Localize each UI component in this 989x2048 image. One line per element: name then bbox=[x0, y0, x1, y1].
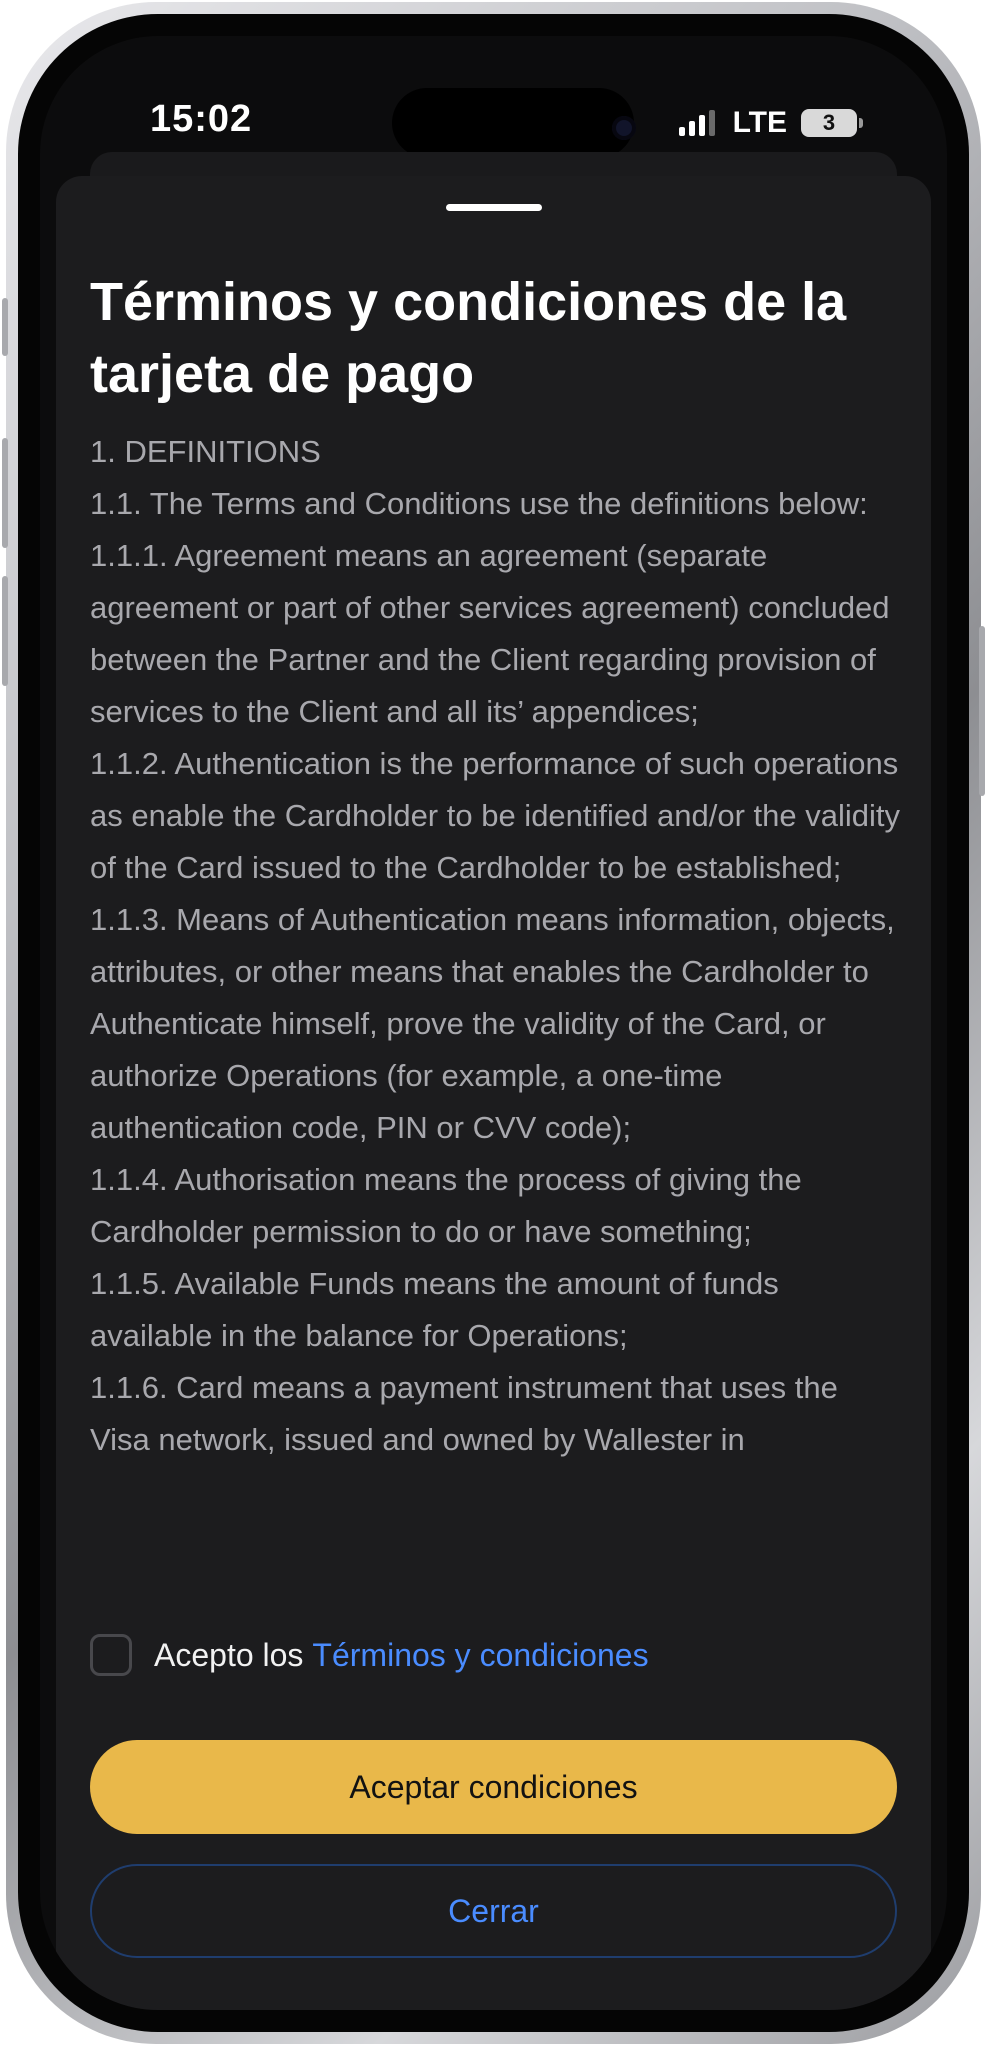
close-button[interactable]: Cerrar bbox=[90, 1864, 897, 1958]
phone-bezel bbox=[18, 14, 969, 2032]
power-button bbox=[979, 626, 985, 796]
terms-paragraph: 1.1.6. Card means a payment instrument that uses the Visa network, issued and owned by Wallester in bbox=[90, 1370, 838, 1457]
consent-label: Acepto los bbox=[154, 1636, 304, 1673]
network-type: LTE bbox=[732, 106, 787, 139]
terms-paragraph: 1.1.5. Available Funds means the amount of funds available in the balance for Operations; bbox=[90, 1266, 779, 1353]
battery-icon bbox=[801, 109, 857, 137]
phone-screen bbox=[40, 36, 947, 2010]
terms-paragraph: 1.1. The Terms and Conditions use the definitions below: bbox=[90, 486, 868, 521]
terms-text-scroll[interactable] bbox=[90, 426, 901, 1571]
terms-link[interactable]: Términos y condiciones bbox=[312, 1636, 649, 1673]
page-title: Términos y condiciones de la tarjeta de pago bbox=[90, 272, 847, 404]
accept-terms-checkbox[interactable] bbox=[90, 1634, 132, 1676]
terms-paragraph: 1.1.3. Means of Authentication means information, objects, attributes, or other means that enables the Cardholder to Authenticate himself, prove the validity of the Card, or authorize Operations (for example, a one-time authentication code, PIN or CVV code); bbox=[90, 902, 895, 1145]
terms-sheet bbox=[56, 176, 931, 2010]
accept-conditions-button[interactable]: Aceptar condiciones bbox=[90, 1740, 897, 1834]
status-time: 15:02 bbox=[150, 98, 253, 140]
phone-frame bbox=[6, 2, 981, 2044]
volume-up-button bbox=[2, 438, 8, 548]
status-indicators bbox=[679, 106, 857, 140]
action-button bbox=[2, 298, 8, 356]
terms-paragraph: 1. DEFINITIONS bbox=[90, 434, 321, 469]
terms-paragraph: 1.1.1. Agreement means an agreement (separate agreement or part of other services agreement) concluded between the Partner and the Client regarding provision of services to the Client and all its’ appendices; bbox=[90, 538, 890, 729]
signal-strength-icon bbox=[679, 110, 719, 136]
terms-paragraph: 1.1.4. Authorisation means the process of giving the Cardholder permission to do or have something; bbox=[90, 1162, 802, 1249]
volume-down-button bbox=[2, 576, 8, 686]
terms-paragraph: 1.1.2. Authentication is the performance of such operations as enable the Cardholder to be identified and/or the validity of the Card issued to the Cardholder to be established; bbox=[90, 746, 900, 885]
front-camera-icon bbox=[612, 116, 636, 140]
battery-level: 3 bbox=[822, 110, 836, 135]
consent-row bbox=[90, 1634, 649, 1676]
sheet-grabber[interactable] bbox=[446, 204, 542, 211]
dynamic-island bbox=[392, 88, 634, 158]
